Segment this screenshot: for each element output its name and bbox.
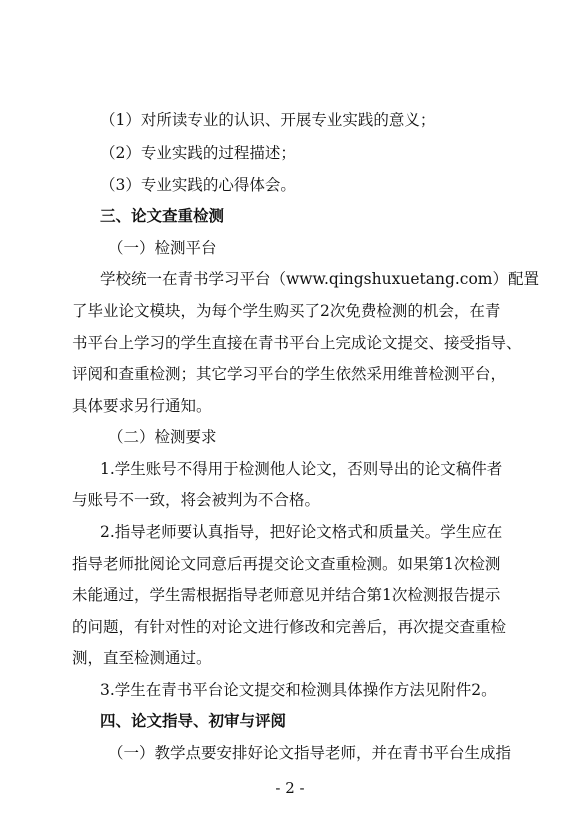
list-item: （1）对所读专业的认识、开展专业实践的意义； bbox=[100, 111, 436, 129]
paragraph-line: 1.学生账号不得用于检测他人论文，否则导出的论文稿件者 bbox=[100, 460, 503, 478]
paragraph-line: 书平台上学习的学生直接在青书平台上完成论文提交、接受指导、 bbox=[72, 334, 522, 352]
subsection-heading: （二）检测要求 bbox=[108, 428, 217, 446]
list-item: （3）专业实践的心得体会。 bbox=[100, 176, 296, 194]
subsection-heading: （一）检测平台 bbox=[108, 239, 217, 257]
paragraph-line: 指导老师批阅论文同意后再提交论文查重检测。如果第1次检测 bbox=[72, 555, 501, 573]
section-heading: 四、论文指导、初审与评阅 bbox=[100, 711, 287, 730]
paragraph-line: 的问题，有针对性的对论文进行修改和完善后，再次提交查重检 bbox=[72, 618, 507, 636]
page-number: - 2 - bbox=[275, 779, 305, 797]
paragraph-line: 3.学生在青书平台论文提交和检测具体操作方法见附件2。 bbox=[100, 681, 497, 699]
paragraph-line: 学校统一在青书学习平台（www.qingshuxuetang.com）配置 bbox=[100, 270, 540, 288]
paragraph-line: 未能通过，学生需根据指导老师意见并结合第1次检测报告提示 bbox=[72, 586, 501, 604]
paragraph-line: 评阅和查重检测；其它学习平台的学生依然采用维普检测平台， bbox=[72, 365, 507, 383]
paragraph-line: 2.指导老师要认真指导，把好论文格式和质量关。学生应在 bbox=[100, 523, 503, 541]
paragraph-line: 测，直至检测通过。 bbox=[72, 649, 212, 667]
paragraph-line: （一）教学点要安排好论文指导老师，并在青书平台生成指 bbox=[108, 744, 512, 762]
paragraph-line: 了毕业论文模块，为每个学生购买了2次免费检测的机会，在青 bbox=[72, 302, 501, 320]
paragraph-line: 与账号不一致，将会被判为不合格。 bbox=[72, 491, 321, 509]
list-item: （2）专业实践的过程描述； bbox=[100, 144, 296, 162]
section-heading: 三、论文查重检测 bbox=[100, 206, 225, 225]
paragraph-line: 具体要求另行通知。 bbox=[72, 397, 212, 415]
